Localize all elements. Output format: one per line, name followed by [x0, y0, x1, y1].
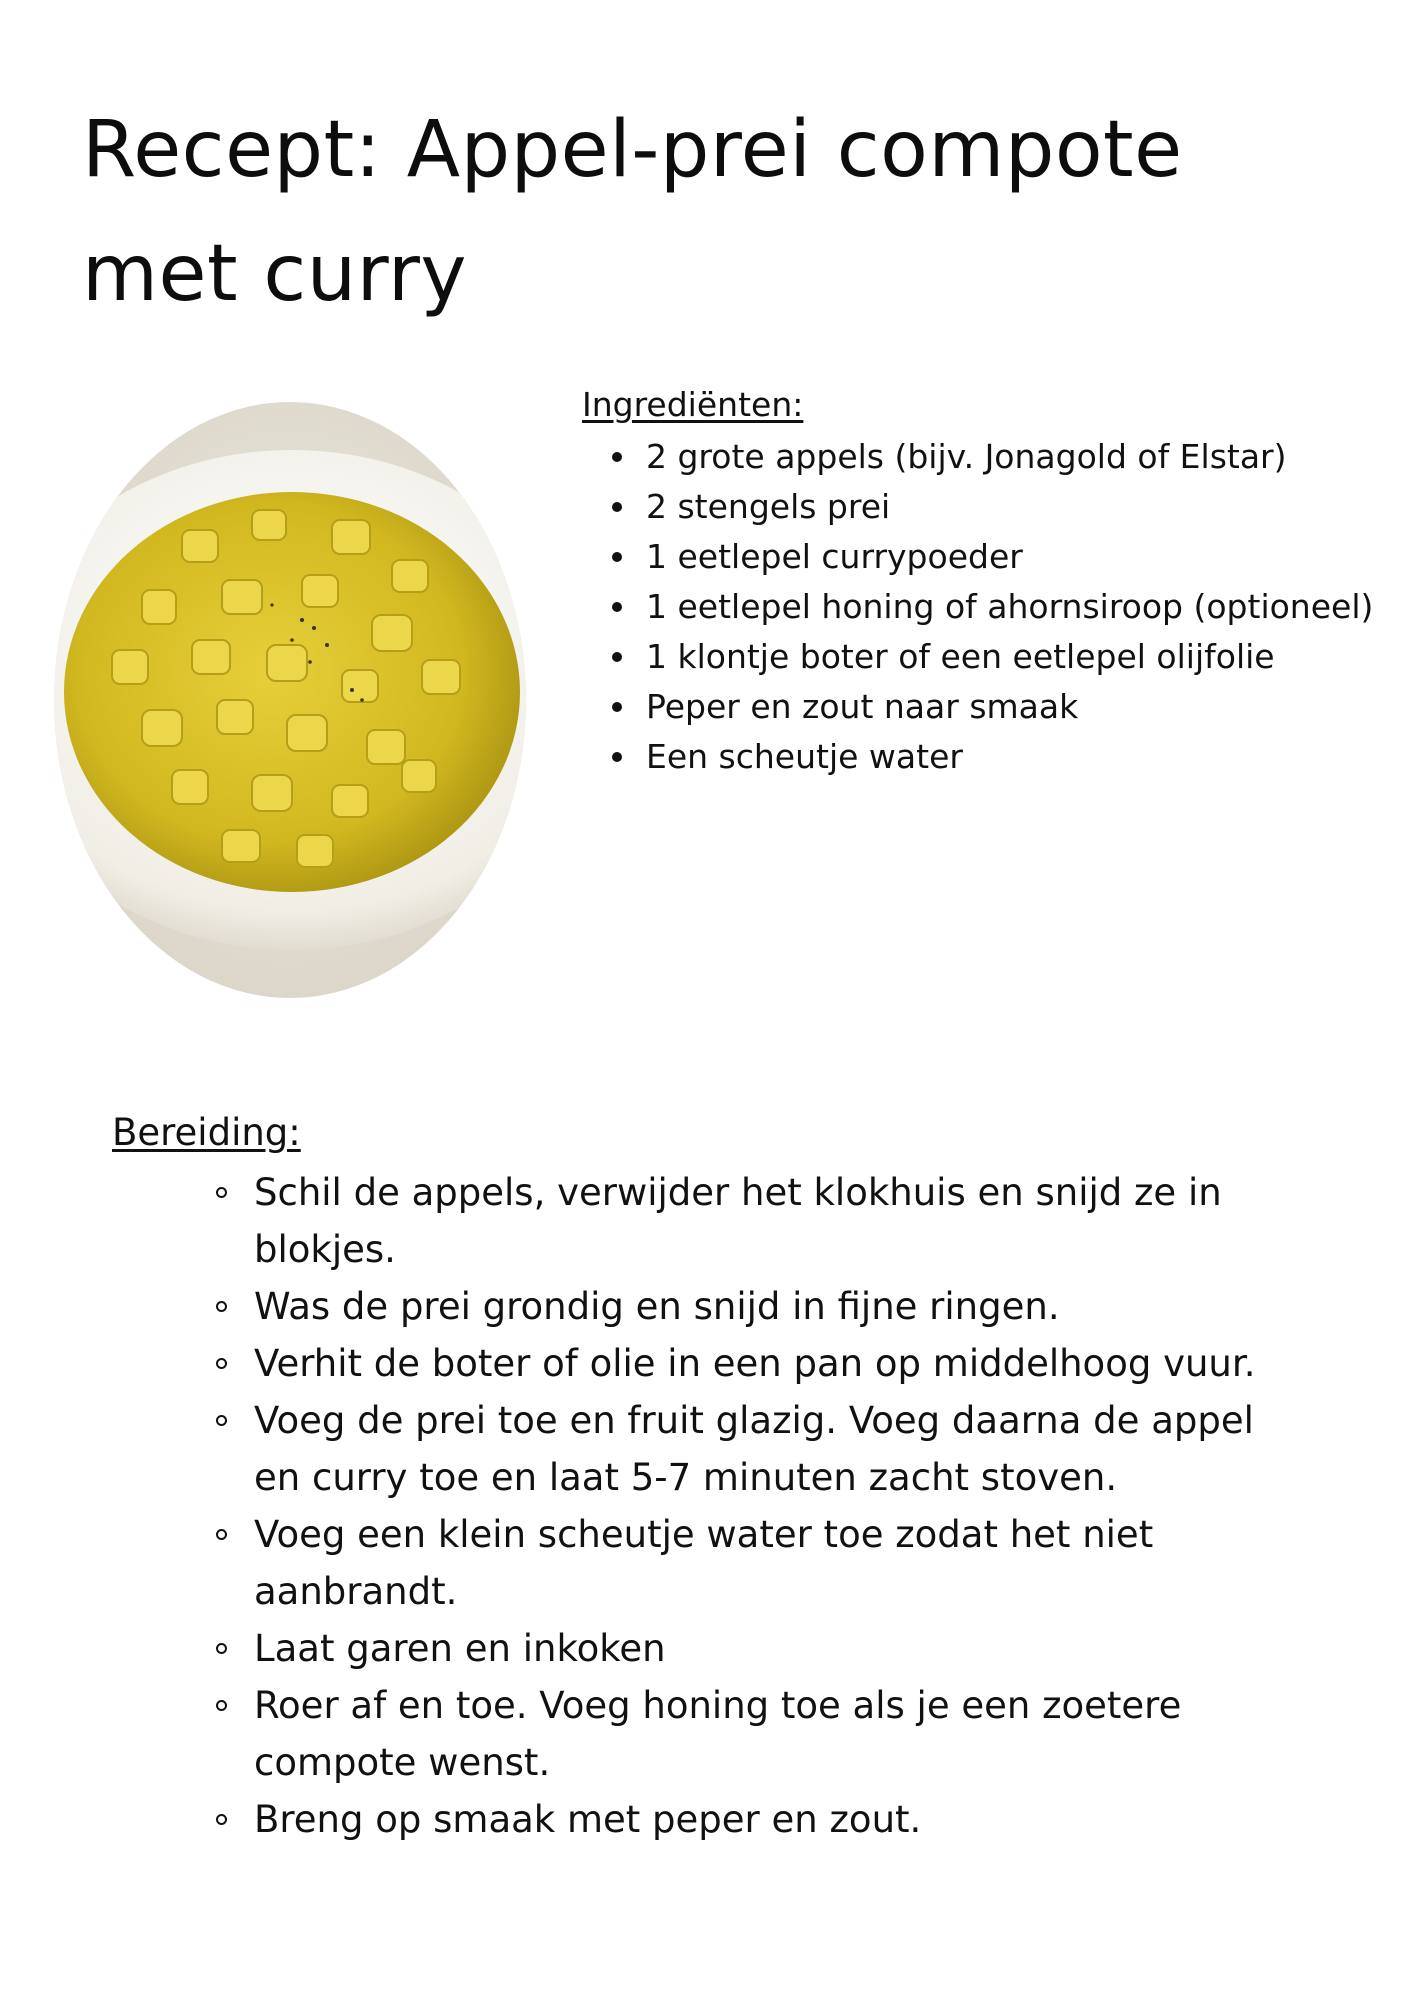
ingredient-text: Een scheutje water: [646, 737, 963, 776]
ingredient-item: [582, 532, 1382, 582]
step-text: Schil de appels, verwijder het klokhuis en snijd ze in blokjes.: [254, 1171, 1222, 1271]
bullet-icon: [612, 552, 622, 562]
preparation-step: [112, 1791, 1264, 1848]
ingredient-item: [582, 432, 1382, 482]
step-text: Was de prei grondig en snijd in fijne ringen.: [254, 1285, 1060, 1328]
preparation-step: [112, 1278, 1264, 1335]
circle-bullet-icon: [216, 1643, 227, 1654]
ingredient-text: 2 grote appels (bijv. Jonagold of Elstar): [646, 437, 1287, 476]
ingredient-item: [582, 482, 1382, 532]
ingredient-text: 1 eetlepel honing of ahornsiroop (optioneel): [646, 587, 1374, 626]
ingredients-section: [582, 384, 1382, 782]
bullet-icon: [612, 652, 622, 662]
step-text: Voeg een klein scheutje water toe zodat het niet aanbrandt.: [254, 1513, 1154, 1613]
circle-bullet-icon: [216, 1700, 227, 1711]
bullet-icon: [612, 502, 622, 512]
ingredient-text: 1 klontje boter of een eetlepel olijfolie: [646, 637, 1275, 676]
ingredient-item: [582, 682, 1382, 732]
ingredient-text: 2 stengels prei: [646, 487, 891, 526]
circle-bullet-icon: [216, 1814, 227, 1825]
preparation-section: [112, 1110, 1342, 1848]
preparation-step: [112, 1677, 1264, 1791]
preparation-step: [112, 1335, 1264, 1392]
bullet-icon: [612, 702, 622, 712]
step-text: Breng op smaak met peper en zout.: [254, 1798, 922, 1841]
preparation-step: [112, 1164, 1264, 1278]
step-text: Verhit de boter of olie in een pan op middelhoog vuur.: [254, 1342, 1256, 1385]
ingredients-list: [582, 432, 1382, 782]
circle-bullet-icon: [216, 1529, 227, 1540]
circle-bullet-icon: [216, 1301, 227, 1312]
bullet-icon: [612, 752, 622, 762]
bullet-icon: [612, 602, 622, 612]
preparation-step: [112, 1392, 1264, 1506]
bowl-photo-image: [52, 400, 528, 1000]
ingredient-text: Peper en zout naar smaak: [646, 687, 1079, 726]
compote-bowl-photo: [52, 400, 528, 1000]
ingredient-item: [582, 732, 1382, 782]
step-text: Laat garen en inkoken: [254, 1627, 666, 1670]
preparation-steps-list: [112, 1164, 1342, 1848]
ingredient-text: 1 eetlepel currypoeder: [646, 537, 1023, 576]
bullet-icon: [612, 452, 622, 462]
step-text: Roer af en toe. Voeg honing toe als je een zoetere compote wenst.: [254, 1684, 1182, 1784]
circle-bullet-icon: [216, 1358, 227, 1369]
preparation-step: [112, 1506, 1264, 1620]
step-text: Voeg de prei toe en fruit glazig. Voeg daarna de appel en curry toe en laat 5-7 minuten zacht stoven.: [254, 1399, 1254, 1499]
ingredient-item: [582, 582, 1382, 632]
circle-bullet-icon: [216, 1187, 227, 1198]
preparation-heading: Bereiding:: [112, 1111, 301, 1154]
page-title: Recept: Appel-prei compote met curry: [82, 105, 1183, 319]
ingredients-heading: Ingrediënten:: [582, 385, 804, 424]
circle-bullet-icon: [216, 1415, 227, 1426]
ingredient-item: [582, 632, 1382, 682]
preparation-step: [112, 1620, 1264, 1677]
